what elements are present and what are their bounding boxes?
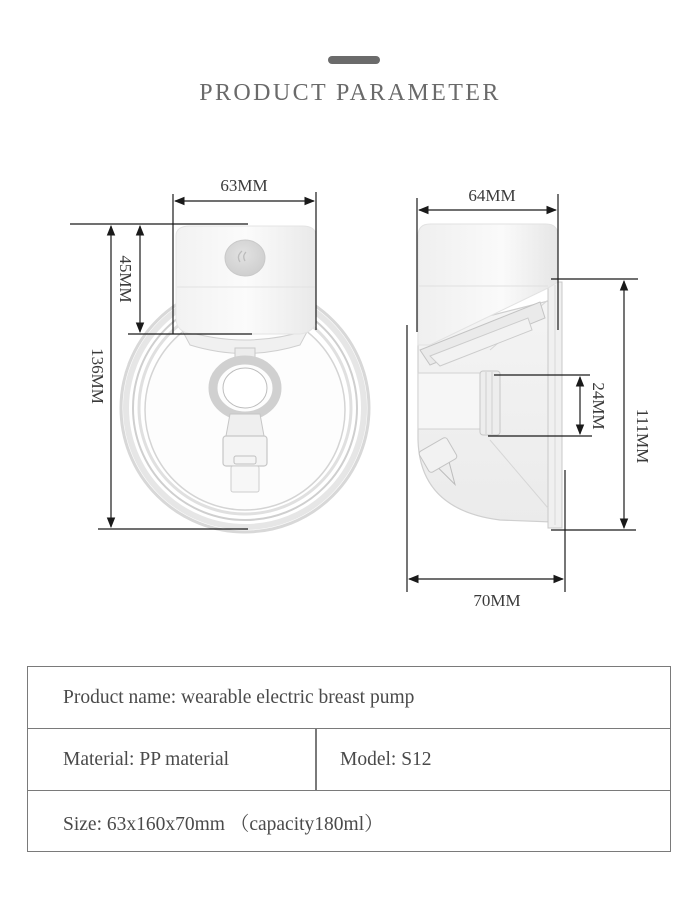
- spec-row-material-model: [28, 729, 670, 791]
- front-view-pump: [121, 226, 369, 532]
- height-111mm-label: 111MM: [633, 408, 652, 464]
- model-cell: Model: S12: [340, 748, 432, 770]
- power-button-icon: [225, 240, 265, 276]
- width-63mm-label: 63MM: [220, 176, 268, 195]
- height-136mm-label: 136MM: [88, 348, 107, 404]
- spec-row-size: [28, 791, 670, 852]
- diameter-24mm-label: 24MM: [589, 382, 608, 430]
- height-45mm-label: 45MM: [116, 255, 135, 303]
- page-title: PRODUCT PARAMETER: [199, 80, 501, 106]
- spec-table: [27, 666, 671, 852]
- side-view-pump: [418, 224, 562, 528]
- width-64mm-label: 64MM: [468, 186, 516, 205]
- depth-70mm-label: 70MM: [473, 591, 521, 610]
- column-divider: [315, 729, 317, 790]
- spec-row-product-name: [28, 667, 670, 729]
- material-cell: Material: PP material: [63, 748, 230, 770]
- size-cell: Size: 63x160x70mm （capacity180ml）: [63, 813, 384, 835]
- product-name-cell: Product name: wearable electric breast pump: [63, 686, 415, 708]
